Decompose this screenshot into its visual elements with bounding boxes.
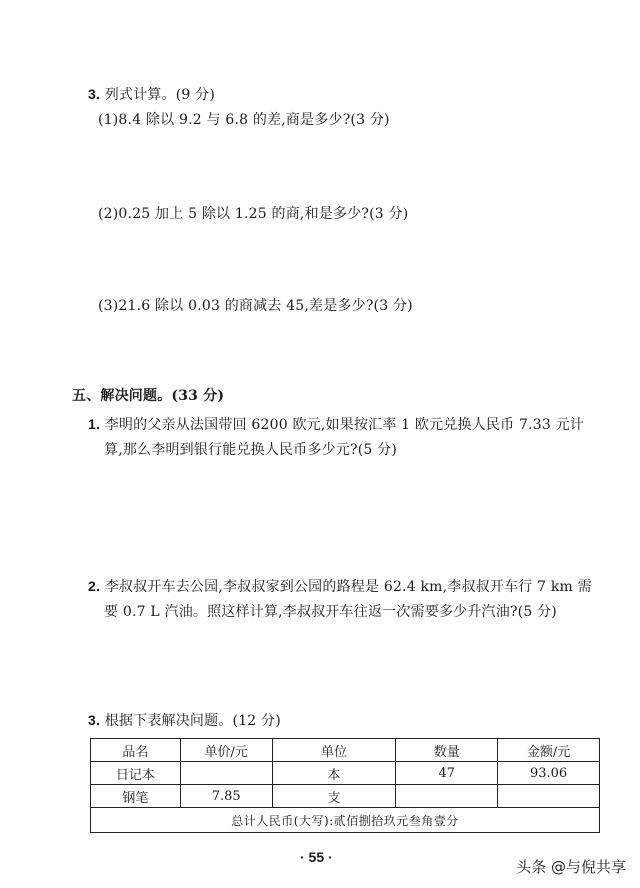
cell-unit: 支 [272,785,396,808]
cell-product-name: 钢笔 [91,785,181,808]
total-amount-text: 总计人民币(大写):贰佰捌拾玖元叁角壹分 [91,808,600,833]
problem-2-line-1 [88,576,592,597]
watermark: 头条 @与倪共享 [516,858,626,876]
cell-product-name: 日记本 [91,762,181,785]
table-row [91,785,600,808]
goods-table [90,738,600,833]
cell-unit-price [180,762,272,785]
q3-item-1: (1)8.4 除以 9.2 与 6.8 的差,商是多少?(3 分) [98,112,390,128]
q3-item-3: (3)21.6 除以 0.03 的商减去 45,差是多少?(3 分) [98,298,413,314]
cell-amount: 93.06 [498,762,600,785]
table-total-row [91,808,600,833]
cell-quantity: 47 [396,762,498,785]
problem-2-text-1: 李叔叔开车去公园,李叔叔家到公园的路程是 62.4 km,李叔叔开车行 7 km 需 [104,579,592,595]
cell-amount [498,785,600,808]
problem-2-number: 2. [88,578,101,594]
header-unit-price: 单价/元 [180,739,272,762]
cell-quantity [396,785,498,808]
problem-3-heading [88,710,281,731]
table-header-row [91,739,600,762]
problem-1-line-1 [88,414,584,435]
section5-title: 五、解决问题。(33 分) [72,388,225,404]
problem-1-line-2: 算,那么李明到银行能兑换人民币多少元?(5 分) [104,442,398,458]
header-quantity: 数量 [396,739,498,762]
q3-title: 列式计算。(9 分) [104,87,216,103]
q3-heading [88,84,215,105]
q3-item-2: (2)0.25 加上 5 除以 1.25 的商,和是多少?(3 分) [98,206,409,222]
cell-unit: 本 [272,762,396,785]
header-product-name: 品名 [91,739,181,762]
q3-number: 3. [88,86,101,102]
header-unit: 单位 [272,739,396,762]
problem-1-text-1: 李明的父亲从法国带回 6200 欧元,如果按汇率 1 欧元兑换人民币 7.33 元计 [104,417,584,433]
cell-unit-price: 7.85 [180,785,272,808]
page-number: · 55 · [300,849,333,865]
problem-3-number: 3. [88,712,101,728]
problem-2-line-2: 要 0.7 L 汽油。照这样计算,李叔叔开车往返一次需要多少升汽油?(5 分) [104,604,557,620]
problem-1-number: 1. [88,416,101,432]
problem-3-title: 根据下表解决问题。(12 分) [104,713,281,729]
header-amount: 金额/元 [498,739,600,762]
table-row [91,762,600,785]
